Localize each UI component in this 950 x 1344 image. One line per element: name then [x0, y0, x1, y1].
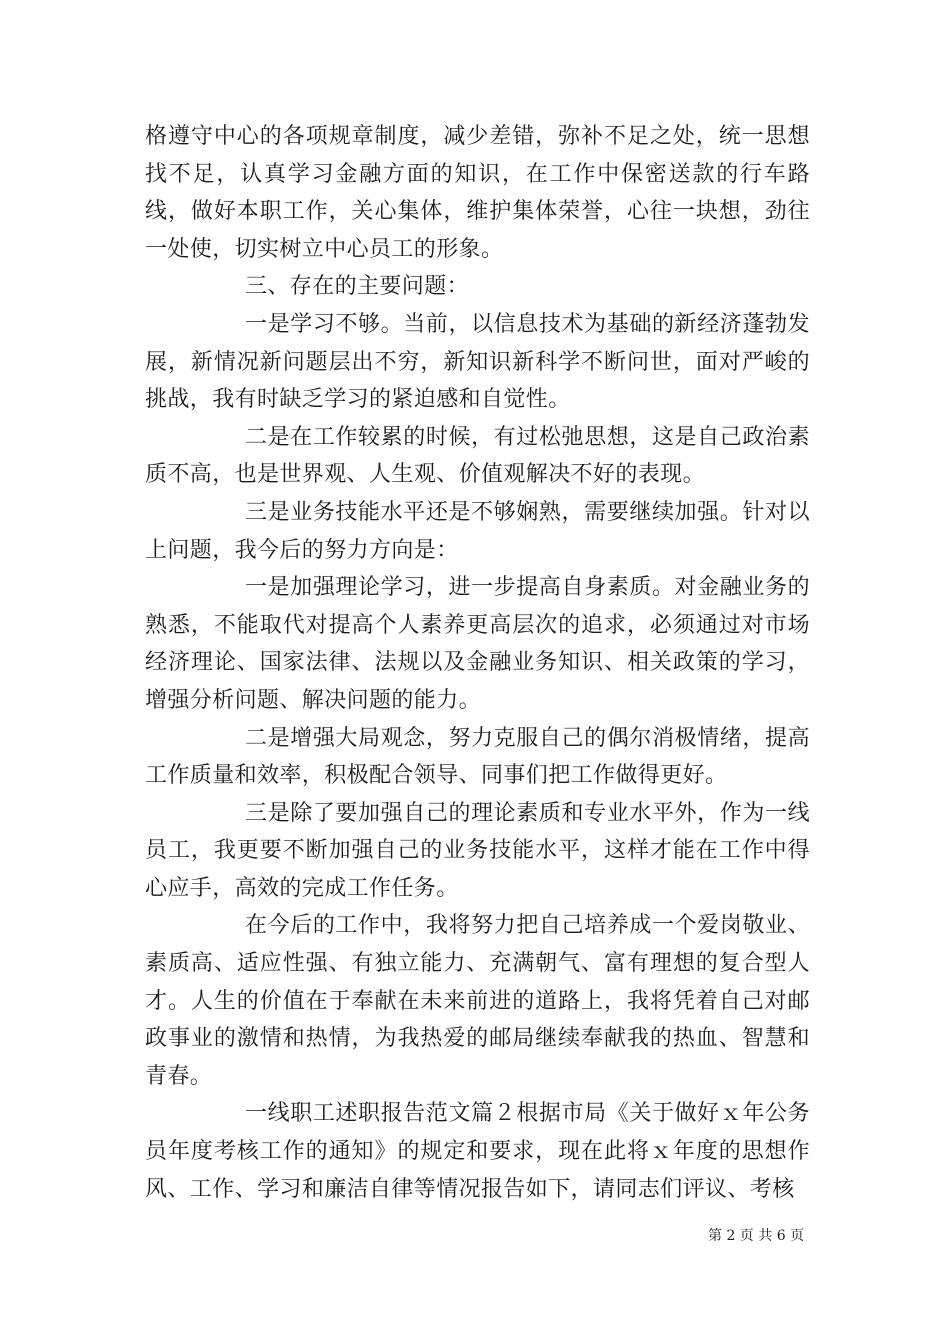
- paragraph-problem-1: 一是学习不够。当前，以信息技术为基础的新经济蓬勃发展，新情况新问题层出不穷，新知识新科学不断问世，面对严峻的挑战，我有时缺乏学习的紧迫感和自觉性。: [145, 311, 810, 413]
- paragraph-problem-2: 二是在工作较累的时候，有过松弛思想，这是自己政治素质不高，也是世界观、人生观、价值观解决不好的表现。: [145, 424, 810, 488]
- paragraph-future: 在今后的工作中，我将努力把自己培养成一个爱岗敬业、素质高、适应性强、有独立能力、充满朝气、富有理想的复合型人才。人生的价值在于奉献在未来前进的道路上，我将凭着自己对邮政事业的激情和热情，为我热爱的邮局继续奉献我的热血、智慧和青春。: [145, 913, 810, 1089]
- body-text: [145, 118, 810, 1208]
- paragraph-direction-3: 三是除了要加强自己的理论素质和专业水平外，作为一线员工，我更要不断加强自己的业务技能水平，这样才能在工作中得心应手，高效的完成工作任务。: [145, 800, 810, 901]
- section-heading-problems: 三、存在的主要问题：: [245, 274, 470, 300]
- paragraph-sample-2: 一线职工述职报告范文篇２根据市局《关于做好ｘ年公务员年度考核工作的通知》的规定和要求，现在此将ｘ年度的思想作风、工作、学习和廉洁自律等情况报告如下，请同志们评议、考核: [145, 1101, 810, 1202]
- page-number-footer: 第 2 页 共 6 页: [708, 1228, 805, 1244]
- paragraph-direction-1: 一是加强理论学习，进一步提高自身素质。对金融业务的熟悉，不能取代对提高个人素养更高层次的追求，必须通过对市场经济理论、国家法律、法规以及金融业务知识、相关政策的学习，增强分析问题、解决问题的能力。: [145, 575, 810, 713]
- paragraph-continuation: 格遵守中心的各项规章制度，减少差错，弥补不足之处，统一思想找不足，认真学习金融方面的知识，在工作中保密送款的行车路线，做好本职工作，关心集体，维护集体荣誉，心往一块想，劲往一处使，切实树立中心员工的形象。: [145, 124, 810, 262]
- paragraph-direction-2: 二是增强大局观念，努力克服自己的偶尔消极情绪，提高工作质量和效率，积极配合领导、同事们把工作做得更好。: [145, 725, 810, 789]
- paragraph-problem-3: 三是业务技能水平还是不够娴熟，需要继续加强。针对以上问题，我今后的努力方向是：: [145, 499, 810, 563]
